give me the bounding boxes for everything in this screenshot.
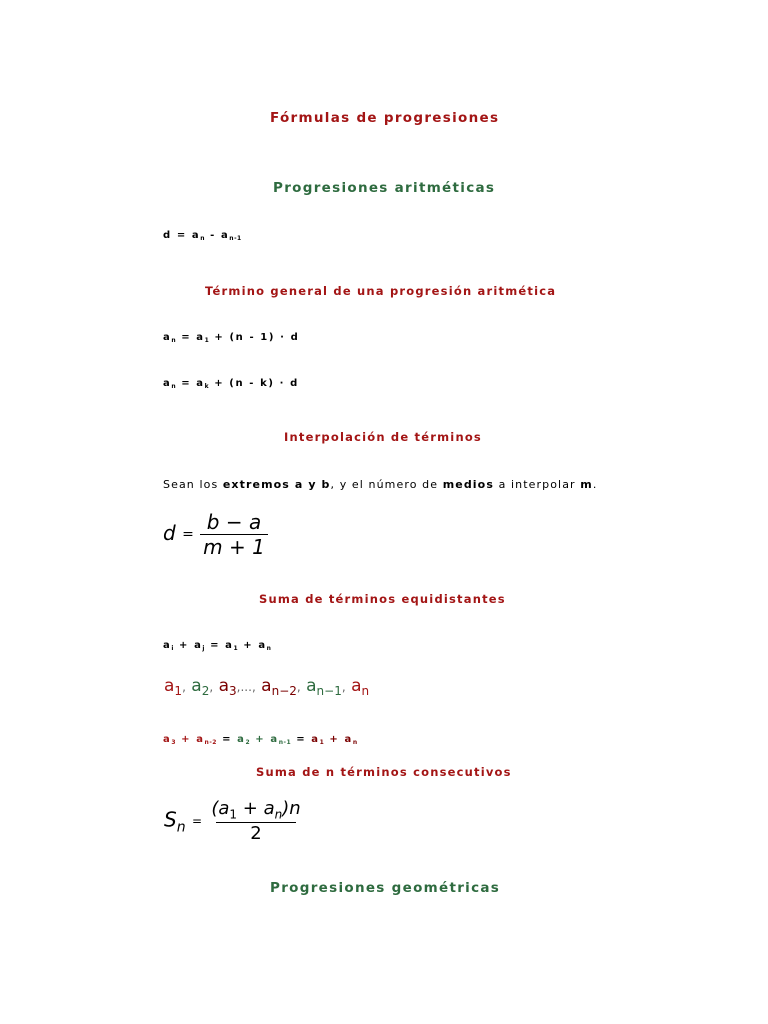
section-title-geometric: Progresiones geométricas xyxy=(270,880,501,896)
general-term-formula-2: $a_n = a_k + (n - k) \cdot d$ xyxy=(163,378,299,390)
subtitle-equidistant: Suma de términos equidistantes xyxy=(259,592,506,606)
interpolation-formula: d = $\frac{b - a}{m + 1}$ xyxy=(163,510,268,559)
page-title: Fórmulas de progresiones xyxy=(270,110,500,126)
sequence-terms: $a_1$, $a_2$, $a_3$,..., $a_{n-2}$, $a_{n-1}$, $a_n$ xyxy=(164,676,370,698)
subtitle-general-term: Término general de una progresión aritmética xyxy=(205,284,557,298)
equidistant-formula: $a_i + a_j = a_1 + a_n$ xyxy=(163,640,272,652)
interpolation-text: Sean los extremos a y b, y el número de medios a interpolar m. xyxy=(163,478,598,491)
section-title-arithmetic: Progresiones aritméticas xyxy=(273,180,496,196)
colored-equidistant-formula: $a_3 + a_{n-2} = a_2 + a_{n-1} = a_1 + a_n$ xyxy=(163,734,358,746)
subtitle-interpolation: Interpolación de términos xyxy=(284,430,482,444)
sum-formula: $S_n$ = $\frac{(a_1 + a_n)n}{2}$ xyxy=(164,798,301,844)
subtitle-consecutive-sum: Suma de n términos consecutivos xyxy=(256,765,512,779)
difference-formula: $d = a_n - a_{n-1}$ xyxy=(163,230,242,242)
general-term-formula-1: $a_n = a_1 + (n - 1) \cdot d$ xyxy=(163,332,300,344)
